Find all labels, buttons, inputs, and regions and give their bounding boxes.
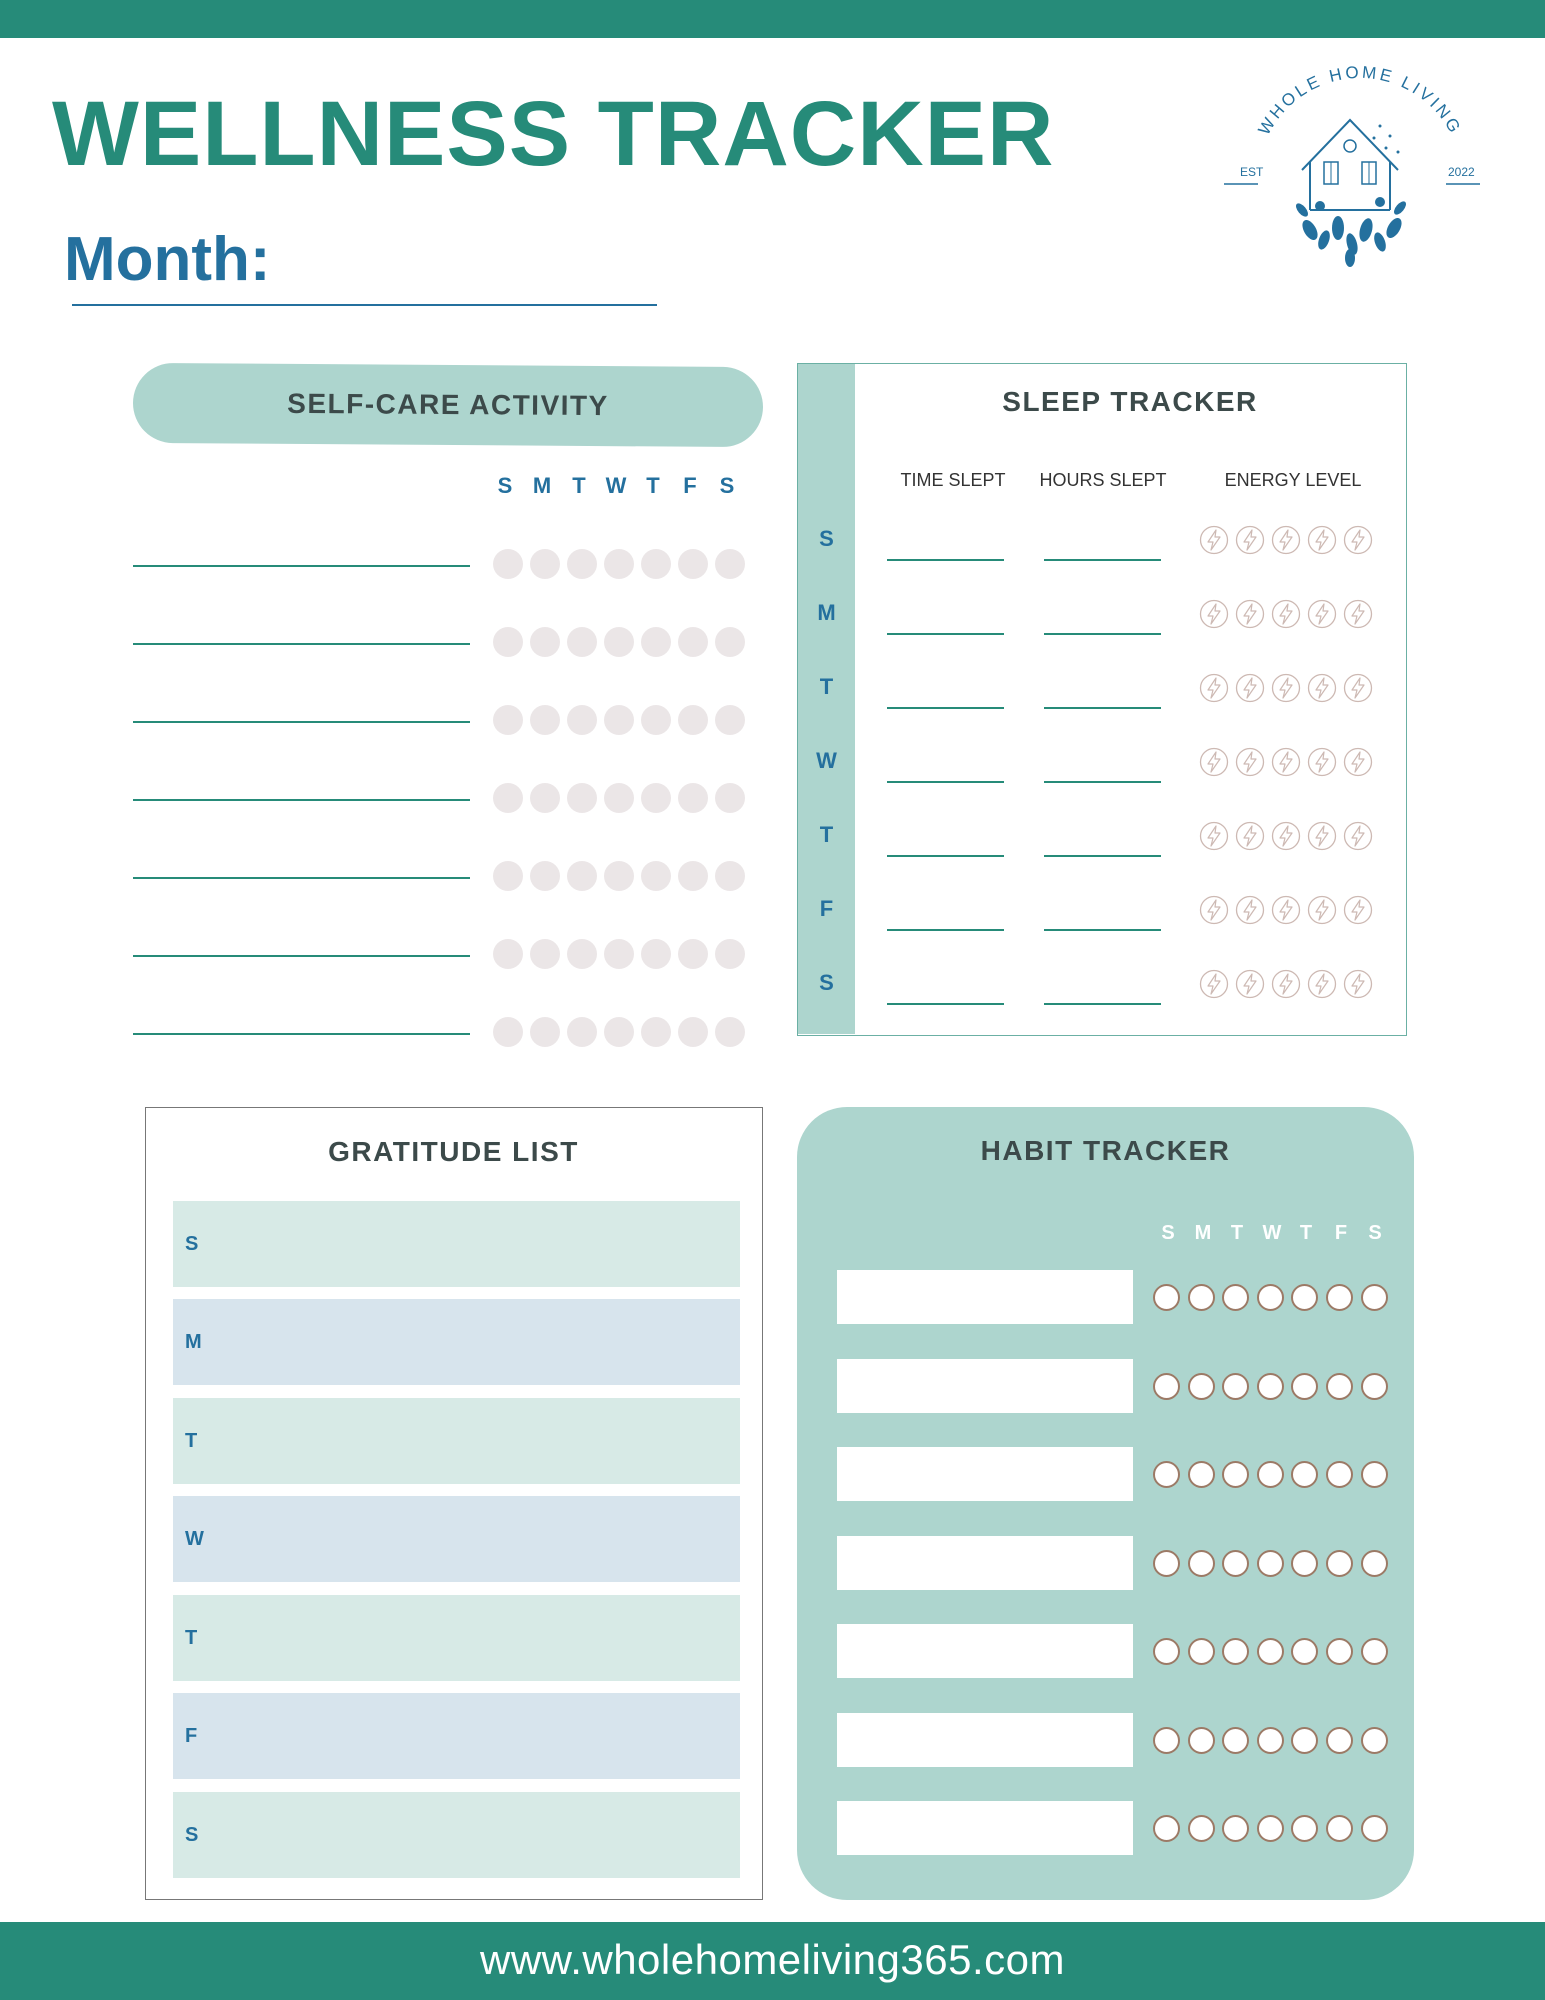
self-care-day-dot[interactable] [530, 861, 560, 891]
sleep-day-label: F [819, 896, 834, 921]
self-care-title: SELF-CARE ACTIVITY [287, 387, 609, 422]
sleep-day-label: T [819, 822, 834, 847]
brand-logo [1210, 60, 1510, 280]
habit-day-checkbox[interactable] [1361, 1727, 1388, 1754]
self-care-day-dot[interactable] [567, 627, 597, 657]
habit-day-checkbox[interactable] [1153, 1638, 1180, 1665]
self-care-day-dot[interactable] [641, 627, 671, 657]
sleep-col-hours-slept: HOURS SLEPT [1039, 470, 1167, 490]
lightning-bolt-icon[interactable] [1199, 599, 1229, 629]
habit-day-checkbox[interactable] [1361, 1815, 1388, 1842]
gratitude-row[interactable] [173, 1595, 740, 1681]
habit-row [837, 1536, 1397, 1590]
sleep-day-label: M [817, 600, 836, 625]
self-care-activity-line[interactable] [133, 643, 470, 645]
lightning-bolt-icon[interactable] [1343, 969, 1373, 999]
habit-day-header: S [1161, 1222, 1175, 1244]
habit-row [837, 1270, 1397, 1324]
lightning-bolt-icon[interactable] [1307, 673, 1337, 703]
self-care-day-dot[interactable] [567, 549, 597, 579]
self-care-day-dot[interactable] [493, 1017, 523, 1047]
habit-name-field[interactable] [837, 1536, 1133, 1590]
gratitude-day-label: F [185, 1725, 198, 1747]
habit-day-checkbox[interactable] [1188, 1815, 1215, 1842]
habit-day-headers [1152, 1217, 1402, 1249]
habit-day-checkbox[interactable] [1291, 1461, 1318, 1488]
lightning-bolt-icon[interactable] [1271, 821, 1301, 851]
habit-day-checkbox[interactable] [1291, 1550, 1318, 1577]
lightning-bolt-icon[interactable] [1199, 525, 1229, 555]
self-care-day-dot[interactable] [641, 939, 671, 969]
self-care-day-dot[interactable] [567, 705, 597, 735]
lightning-bolt-icon[interactable] [1307, 821, 1337, 851]
lightning-bolt-icon[interactable] [1271, 599, 1301, 629]
self-care-day-dot[interactable] [493, 939, 523, 969]
self-care-day-header: T [572, 473, 586, 498]
habit-day-checkbox[interactable] [1257, 1461, 1284, 1488]
habit-day-header: M [1194, 1222, 1212, 1244]
self-care-activity-line[interactable] [133, 721, 470, 723]
habit-day-checkbox[interactable] [1291, 1638, 1318, 1665]
self-care-day-dot[interactable] [604, 1017, 634, 1047]
habit-day-checkbox[interactable] [1222, 1284, 1249, 1311]
self-care-day-dot[interactable] [641, 861, 671, 891]
hours-slept-line[interactable] [1044, 559, 1161, 561]
lightning-bolt-icon[interactable] [1199, 969, 1229, 999]
self-care-row [133, 847, 773, 887]
sleep-tracker [797, 363, 1407, 1036]
self-care-activity-line[interactable] [133, 799, 470, 801]
sleep-row [798, 815, 1405, 875]
self-care-day-dot[interactable] [604, 627, 634, 657]
lightning-bolt-icon[interactable] [1307, 969, 1337, 999]
time-slept-line[interactable] [887, 855, 1004, 857]
house-with-flowers-icon [1210, 60, 1510, 280]
sleep-row [798, 889, 1405, 949]
lightning-bolt-icon[interactable] [1343, 895, 1373, 925]
self-care-day-dot[interactable] [493, 705, 523, 735]
footer [0, 1922, 1545, 2000]
habit-day-checkbox[interactable] [1188, 1373, 1215, 1400]
lightning-bolt-icon[interactable] [1271, 747, 1301, 777]
self-care-day-header: S [497, 473, 513, 498]
time-slept-line[interactable] [887, 1003, 1004, 1005]
gratitude-row[interactable] [173, 1792, 740, 1878]
lightning-bolt-icon[interactable] [1271, 673, 1301, 703]
gratitude-day-label: W [185, 1528, 204, 1550]
habit-day-checkbox[interactable] [1326, 1815, 1353, 1842]
self-care-row [133, 691, 773, 731]
lightning-bolt-icon[interactable] [1343, 747, 1373, 777]
sleep-row [798, 963, 1405, 1023]
sleep-row [798, 593, 1405, 653]
sleep-title: SLEEP TRACKER [1002, 386, 1258, 417]
habit-day-checkbox[interactable] [1222, 1638, 1249, 1665]
habit-day-checkbox[interactable] [1257, 1550, 1284, 1577]
sleep-day-label: T [819, 674, 834, 699]
self-care-row [133, 925, 773, 965]
habit-name-field[interactable] [837, 1270, 1133, 1324]
self-care-day-header: T [646, 473, 660, 498]
gratitude-list [145, 1107, 763, 1900]
time-slept-line[interactable] [887, 781, 1004, 783]
lightning-bolt-icon[interactable] [1199, 673, 1229, 703]
svg-text:WHOLE HOME LIVING [1255, 63, 1466, 138]
sleep-col-energy-level: ENERGY LEVEL [1224, 470, 1362, 490]
habit-name-field[interactable] [837, 1359, 1133, 1413]
page-title: WELLNESS TRACKER [52, 83, 1055, 185]
sleep-col-time-slept: TIME SLEPT [900, 470, 1006, 490]
self-care-day-headers [490, 470, 752, 502]
gratitude-day-label: M [185, 1331, 202, 1353]
self-care-day-header: S [719, 473, 735, 498]
habit-day-checkbox[interactable] [1361, 1461, 1388, 1488]
month-input-line[interactable] [72, 304, 657, 306]
habit-day-checkbox[interactable] [1257, 1638, 1284, 1665]
lightning-bolt-icon[interactable] [1307, 525, 1337, 555]
self-care-day-dot[interactable] [530, 627, 560, 657]
habit-day-checkbox[interactable] [1222, 1373, 1249, 1400]
time-slept-line[interactable] [887, 929, 1004, 931]
habit-day-checkbox[interactable] [1188, 1727, 1215, 1754]
lightning-bolt-icon[interactable] [1199, 895, 1229, 925]
lightning-bolt-icon[interactable] [1235, 821, 1265, 851]
habit-day-checkbox[interactable] [1153, 1550, 1180, 1577]
logo-arc-text: WHOLE HOME LIVING [1254, 62, 1466, 139]
habit-row [837, 1359, 1397, 1413]
habit-day-checkbox[interactable] [1153, 1461, 1180, 1488]
lightning-bolt-icon[interactable] [1343, 673, 1373, 703]
self-care-day-header: F [683, 473, 697, 498]
self-care-activity-line[interactable] [133, 565, 470, 567]
lightning-bolt-icon[interactable] [1235, 525, 1265, 555]
habit-day-checkbox[interactable] [1153, 1815, 1180, 1842]
habit-name-field[interactable] [837, 1447, 1133, 1501]
habit-day-checkbox[interactable] [1326, 1727, 1353, 1754]
habit-tracker [797, 1107, 1414, 1900]
habit-day-checkbox[interactable] [1291, 1727, 1318, 1754]
habit-day-checkbox[interactable] [1291, 1284, 1318, 1311]
habit-name-field[interactable] [837, 1624, 1133, 1678]
gratitude-title: GRATITUDE LIST [328, 1136, 579, 1167]
sleep-row [798, 519, 1405, 579]
lightning-bolt-icon[interactable] [1307, 599, 1337, 629]
habit-day-checkbox[interactable] [1257, 1815, 1284, 1842]
habit-day-checkbox[interactable] [1326, 1284, 1353, 1311]
hours-slept-line[interactable] [1044, 633, 1161, 635]
self-care-row [133, 1003, 773, 1043]
habit-day-header: T [1230, 1222, 1244, 1244]
self-care-day-dot[interactable] [530, 549, 560, 579]
gratitude-row[interactable] [173, 1398, 740, 1484]
lightning-bolt-icon[interactable] [1343, 525, 1373, 555]
hours-slept-line[interactable] [1044, 855, 1161, 857]
sleep-day-label: W [816, 748, 837, 773]
self-care-day-dot[interactable] [604, 549, 634, 579]
self-care-row [133, 535, 773, 575]
self-care-day-header: W [605, 473, 627, 498]
lightning-bolt-icon[interactable] [1199, 747, 1229, 777]
self-care-day-dot[interactable] [715, 1017, 745, 1047]
self-care-day-dot[interactable] [715, 783, 745, 813]
time-slept-line[interactable] [887, 633, 1004, 635]
self-care-row [133, 769, 773, 809]
month-label: Month: [64, 225, 271, 294]
self-care-activity-line[interactable] [133, 877, 470, 879]
self-care-day-dot[interactable] [530, 939, 560, 969]
habit-day-checkbox[interactable] [1326, 1461, 1353, 1488]
self-care-day-dot[interactable] [678, 627, 708, 657]
habit-day-header: T [1299, 1222, 1313, 1244]
lightning-bolt-icon[interactable] [1235, 599, 1265, 629]
habit-day-checkbox[interactable] [1257, 1284, 1284, 1311]
habit-day-checkbox[interactable] [1326, 1638, 1353, 1665]
self-care-day-dot[interactable] [641, 705, 671, 735]
self-care-day-dot[interactable] [678, 939, 708, 969]
self-care-day-dot[interactable] [530, 783, 560, 813]
habit-day-checkbox[interactable] [1222, 1815, 1249, 1842]
self-care-day-dot[interactable] [567, 1017, 597, 1047]
self-care-day-dot[interactable] [715, 861, 745, 891]
habit-day-checkbox[interactable] [1153, 1373, 1180, 1400]
lightning-bolt-icon[interactable] [1235, 969, 1265, 999]
habit-row [837, 1624, 1397, 1678]
hours-slept-line[interactable] [1044, 781, 1161, 783]
gratitude-day-label: T [185, 1430, 198, 1452]
habit-day-checkbox[interactable] [1361, 1550, 1388, 1577]
habit-title: HABIT TRACKER [980, 1135, 1231, 1166]
lightning-bolt-icon[interactable] [1235, 747, 1265, 777]
self-care-day-dot[interactable] [530, 705, 560, 735]
self-care-day-dot[interactable] [604, 861, 634, 891]
self-care-day-dot[interactable] [678, 861, 708, 891]
habit-day-checkbox[interactable] [1257, 1373, 1284, 1400]
self-care-day-dot[interactable] [493, 861, 523, 891]
self-care-day-dot[interactable] [715, 705, 745, 735]
self-care-day-header: M [532, 473, 552, 498]
lightning-bolt-icon[interactable] [1235, 673, 1265, 703]
gratitude-row[interactable] [173, 1201, 740, 1287]
lightning-bolt-icon[interactable] [1271, 969, 1301, 999]
lightning-bolt-icon[interactable] [1235, 895, 1265, 925]
habit-day-checkbox[interactable] [1361, 1284, 1388, 1311]
habit-day-header: F [1334, 1222, 1348, 1244]
self-care-day-dot[interactable] [678, 705, 708, 735]
habit-day-checkbox[interactable] [1222, 1727, 1249, 1754]
self-care-day-dot[interactable] [567, 861, 597, 891]
habit-row [837, 1801, 1397, 1855]
habit-day-checkbox[interactable] [1361, 1638, 1388, 1665]
habit-day-checkbox[interactable] [1361, 1373, 1388, 1400]
lightning-bolt-icon[interactable] [1307, 895, 1337, 925]
sleep-day-label: S [819, 526, 834, 551]
self-care-day-dot[interactable] [641, 1017, 671, 1047]
self-care-day-dot[interactable] [715, 939, 745, 969]
lightning-bolt-icon[interactable] [1199, 821, 1229, 851]
habit-day-checkbox[interactable] [1188, 1550, 1215, 1577]
lightning-bolt-icon[interactable] [1271, 895, 1301, 925]
self-care-day-dot[interactable] [530, 1017, 560, 1047]
self-care-day-dot[interactable] [493, 549, 523, 579]
sleep-day-label: S [819, 970, 834, 995]
gratitude-row[interactable] [173, 1299, 740, 1385]
logo-est: EST [1240, 165, 1264, 179]
self-care-day-dot[interactable] [715, 627, 745, 657]
habit-day-checkbox[interactable] [1291, 1815, 1318, 1842]
habit-day-checkbox[interactable] [1257, 1727, 1284, 1754]
gratitude-row[interactable] [173, 1496, 740, 1582]
self-care-day-dot[interactable] [678, 549, 708, 579]
lightning-bolt-icon[interactable] [1343, 599, 1373, 629]
top-bar [0, 0, 1545, 38]
time-slept-line[interactable] [887, 707, 1004, 709]
self-care-day-dot[interactable] [604, 939, 634, 969]
habit-name-field[interactable] [837, 1713, 1133, 1767]
self-care-day-dot[interactable] [641, 549, 671, 579]
self-care-activity-line[interactable] [133, 1033, 470, 1035]
habit-row [837, 1447, 1397, 1501]
self-care-day-dot[interactable] [604, 705, 634, 735]
hours-slept-line[interactable] [1044, 1003, 1161, 1005]
self-care-day-dot[interactable] [567, 939, 597, 969]
sleep-row [798, 667, 1405, 727]
habit-day-checkbox[interactable] [1188, 1284, 1215, 1311]
sleep-row [798, 741, 1405, 801]
gratitude-day-label: T [185, 1627, 198, 1649]
lightning-bolt-icon[interactable] [1307, 747, 1337, 777]
habit-day-checkbox[interactable] [1326, 1373, 1353, 1400]
habit-day-checkbox[interactable] [1222, 1550, 1249, 1577]
lightning-bolt-icon[interactable] [1343, 821, 1373, 851]
habit-day-checkbox[interactable] [1188, 1638, 1215, 1665]
self-care-row [133, 613, 773, 653]
self-care-header [133, 363, 764, 447]
time-slept-line[interactable] [887, 559, 1004, 561]
footer-url[interactable]: www.wholehomeliving365.com [480, 1936, 1065, 1983]
habit-row [837, 1713, 1397, 1767]
hours-slept-line[interactable] [1044, 929, 1161, 931]
self-care-day-dot[interactable] [678, 1017, 708, 1047]
self-care-day-dot[interactable] [604, 783, 634, 813]
habit-day-header: W [1262, 1222, 1282, 1244]
self-care-day-dot[interactable] [567, 783, 597, 813]
self-care-day-dot[interactable] [715, 549, 745, 579]
logo-year: 2022 [1448, 165, 1475, 179]
hours-slept-line[interactable] [1044, 707, 1161, 709]
self-care-day-dot[interactable] [493, 783, 523, 813]
habit-day-header: S [1368, 1222, 1382, 1244]
self-care-day-dot[interactable] [678, 783, 708, 813]
gratitude-day-label: S [185, 1233, 199, 1255]
habit-name-field[interactable] [837, 1801, 1133, 1855]
gratitude-row[interactable] [173, 1693, 740, 1779]
gratitude-day-label: S [185, 1824, 199, 1846]
self-care-activity-line[interactable] [133, 955, 470, 957]
habit-day-checkbox[interactable] [1291, 1373, 1318, 1400]
habit-day-checkbox[interactable] [1153, 1727, 1180, 1754]
habit-day-checkbox[interactable] [1188, 1461, 1215, 1488]
self-care-day-dot[interactable] [493, 627, 523, 657]
habit-day-checkbox[interactable] [1153, 1284, 1180, 1311]
habit-day-checkbox[interactable] [1326, 1550, 1353, 1577]
lightning-bolt-icon[interactable] [1271, 525, 1301, 555]
self-care-day-dot[interactable] [641, 783, 671, 813]
habit-day-checkbox[interactable] [1222, 1461, 1249, 1488]
